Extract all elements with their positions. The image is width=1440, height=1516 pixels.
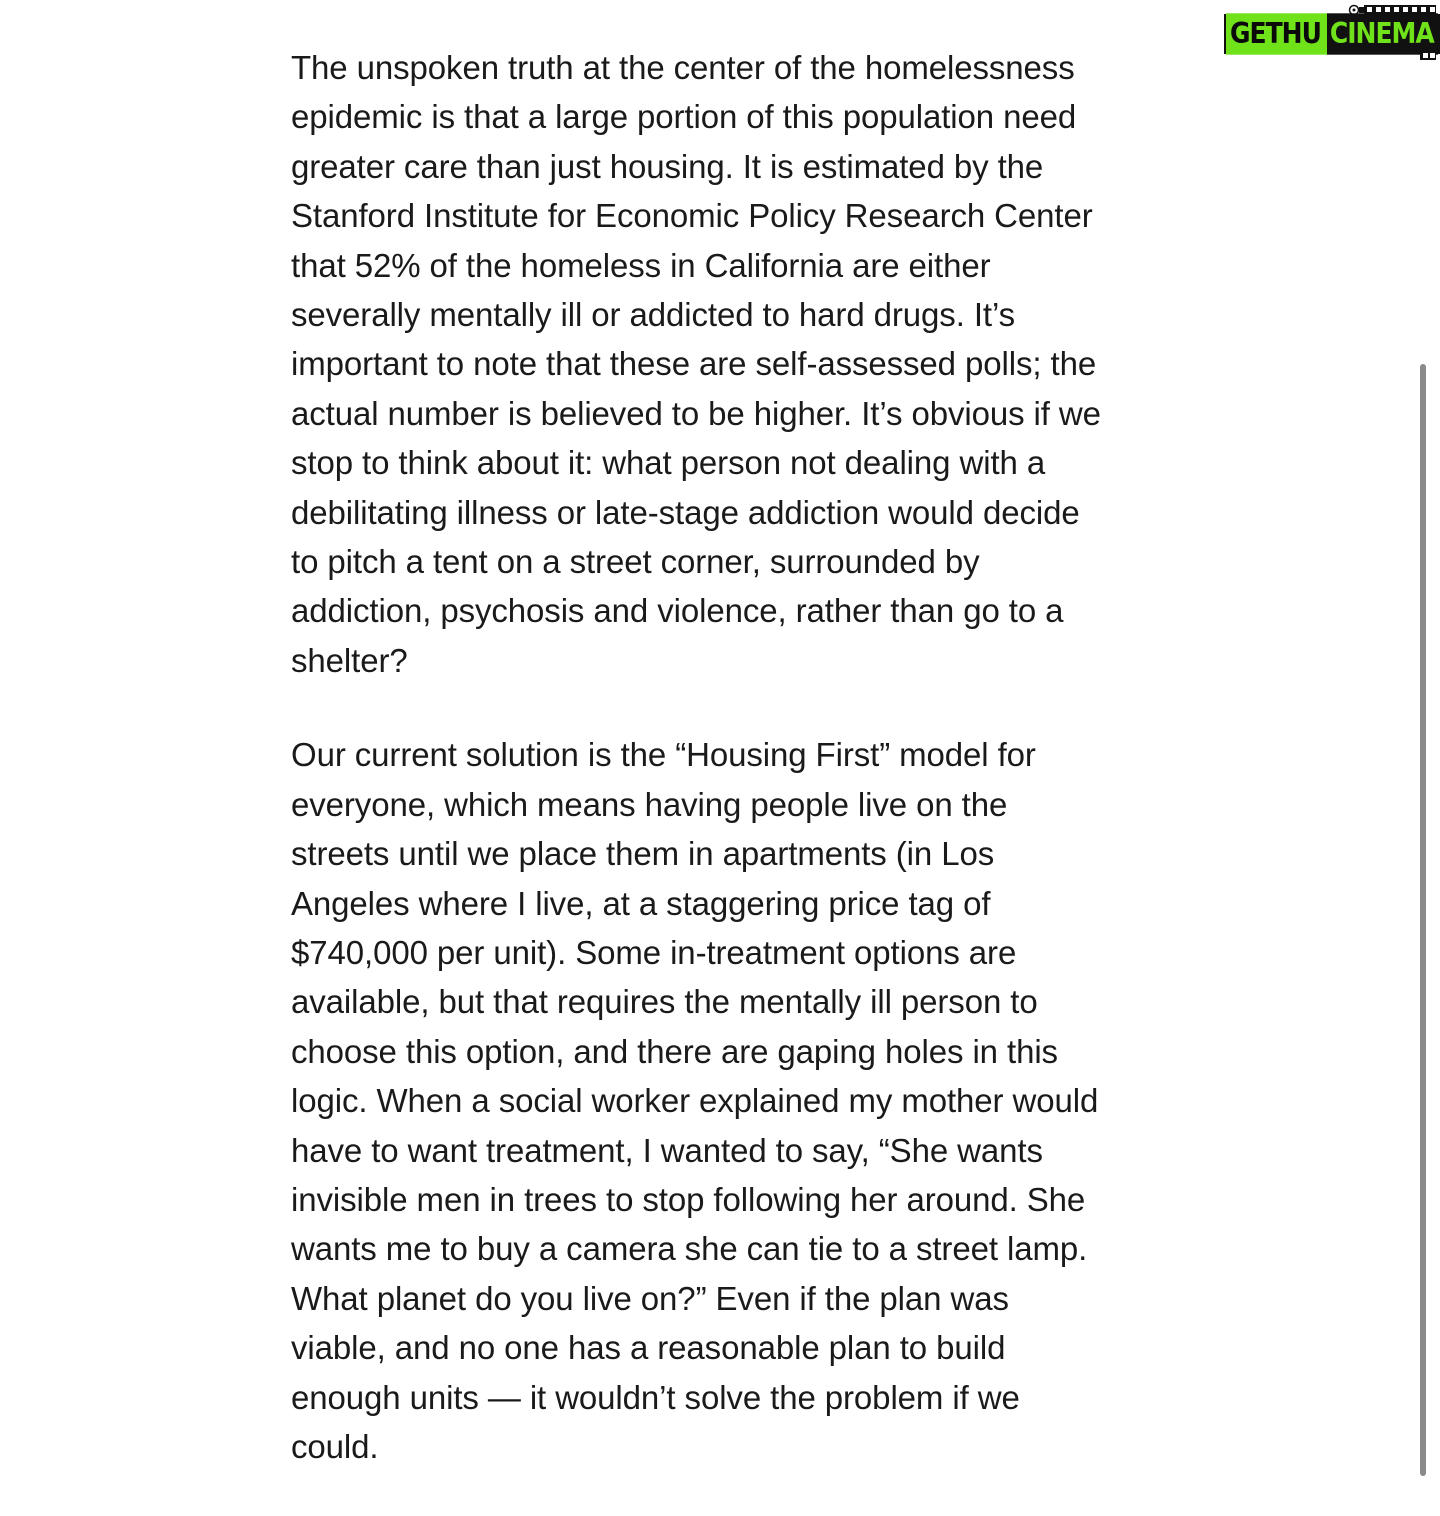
text-line: choose this option, and there are gaping holes in this xyxy=(291,1032,1058,1070)
gethu-cinema-logo xyxy=(1224,4,1436,58)
text-line: severally mentally ill or addicted to hard drugs. It’s xyxy=(291,296,1016,334)
text-line: logic. When a social worker explained my mother would xyxy=(291,1082,1099,1120)
text-line: Angeles where I live, at a staggering price tag of xyxy=(291,884,991,922)
text-line: could. xyxy=(291,1427,379,1465)
text-line: enough units — it wouldn’t solve the problem if we xyxy=(291,1378,1020,1416)
text-line: actual number is believed to be higher. It’s obvious if we xyxy=(291,394,1101,432)
text-line: invisible men in trees to stop following her around. She xyxy=(291,1180,1086,1218)
text-line: stop to think about it: what person not dealing with a xyxy=(291,444,1046,482)
text-line: streets until we place them in apartments (in Los xyxy=(291,835,995,873)
paragraph-1 xyxy=(291,43,1191,685)
text-line: debilitating illness or late-stage addiction would decide xyxy=(291,493,1080,531)
text-line: shelter? xyxy=(291,641,408,679)
text-line: to pitch a tent on a street corner, surrounded by xyxy=(291,543,980,581)
logo-text-right: CINEMA xyxy=(1327,13,1438,54)
text-line: that 52% of the homeless in California are either xyxy=(291,246,991,284)
scrollbar-thumb[interactable] xyxy=(1420,364,1426,1476)
text-line: greater care than just housing. It is estimated by the xyxy=(291,147,1044,185)
text-line: Stanford Institute for Economic Policy Research Center xyxy=(291,197,1093,235)
text-line: The unspoken truth at the center of the homelessness xyxy=(291,49,1075,86)
text-line: have to want treatment, I wanted to say, “She wants xyxy=(291,1131,1043,1169)
text-line: What planet do you live on?” Even if the plan was xyxy=(291,1279,1009,1317)
logo-wordmark xyxy=(1224,14,1440,54)
film-strip-decoration-bottom xyxy=(1420,51,1436,60)
text-line: everyone, which means having people live on the xyxy=(291,785,1008,823)
text-line: addiction, psychosis and violence, rather than go to a xyxy=(291,592,1064,630)
logo-text-left: GETHU xyxy=(1226,13,1327,54)
paragraph-2 xyxy=(291,730,1191,1471)
text-line: Our current solution is the “Housing First” model for xyxy=(291,736,1036,774)
text-line: viable, and no one has a reasonable plan to build xyxy=(291,1329,1006,1367)
text-line: available, but that requires the mentally ill person to xyxy=(291,983,1038,1021)
article-body xyxy=(291,43,1191,1471)
vertical-scrollbar[interactable] xyxy=(1417,360,1429,1480)
text-line: epidemic is that a large portion of this population need xyxy=(291,98,1077,136)
text-line: $740,000 per unit). Some in-treatment options are xyxy=(291,933,1017,971)
text-line: important to note that these are self-assessed polls; the xyxy=(291,345,1097,383)
text-line: wants me to buy a camera she can tie to a street lamp. xyxy=(291,1230,1088,1268)
